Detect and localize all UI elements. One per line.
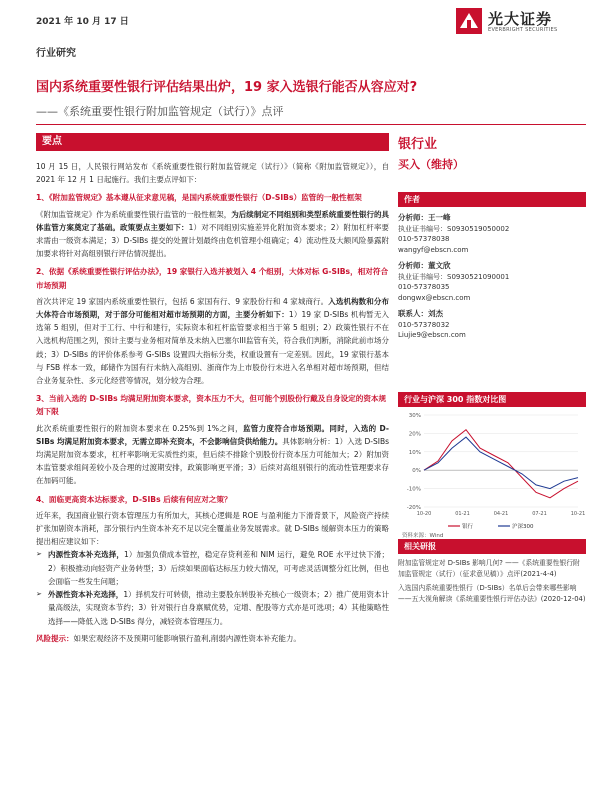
paragraph-1-bold: 为后续制定不同组别和类型系统重要性银行的具体监管方案奠定了基础。政策要点主要如下： xyxy=(36,209,389,232)
analyst-cert: 执业证书编号：S0930521090001 xyxy=(398,272,510,281)
intro-paragraph: 10 月 15 日，人民银行网站发布《系统重要性银行附加监管规定（试行）》（简称《附加监管规定》），自 2021 年 12 月 1 日起施行。我们主要点评如下： xyxy=(36,162,389,185)
legend-label-bank: 银行 xyxy=(462,524,474,530)
report-date: 2021 年 10 月 17 日 xyxy=(36,17,129,27)
author-header: 作者 xyxy=(398,192,586,207)
paragraph-4: 近年来，我国商业银行资本管理压力有所加大，其核心逻辑是 ROE 与盈利能力下滑背景下，风险资产持续扩张加剧资本消耗，部分银行内生资本补充不足以完全覆盖业务发展需求。就 D-SIBs 缓解资本压力的策略提出相应建议如下： xyxy=(36,510,389,547)
contact-card xyxy=(398,309,586,341)
contact-email[interactable]: Liujie9@ebscn.com xyxy=(398,331,466,339)
section-tag: 行业研究 xyxy=(36,48,76,59)
logo-subtitle: EVERBRIGHT SECURITIES xyxy=(488,27,558,33)
risk-text: 如果宏观经济不及预期可能影响银行盈利,削弱内源性资本补充能力。 xyxy=(73,633,301,643)
analyst-card xyxy=(398,261,586,303)
y-tick-label: -20% xyxy=(406,505,421,511)
paragraph-2-lead: 首次共评定 19 家国内系统重要性银行，包括 6 家国有行、9 家股份行和 4 家城商行。 xyxy=(36,296,329,306)
analyst-email[interactable]: dongwx@ebscn.com xyxy=(398,293,471,302)
author-box xyxy=(398,192,586,341)
bullet-2-text: 1）择机发行可转债，推动主要股东转股补充核心一级资本；2）推广使用资本计量高级法，实现资本节约；3）针对银行自身禀赋优势，定增、配股等方式亦是可选项；4）其他策略性选择——降低入选 D-SIBs 得分，减轻资本管理压力。 xyxy=(48,590,390,626)
industry-name: 银行业 xyxy=(398,137,438,152)
related-report-item[interactable]: 附加监管规定对 D-SIBs 影响几何? ——《系统重要性银行附加监管规定（试行）（征求意见稿）》点评(2021-4-4) xyxy=(398,559,580,578)
section-heading-1: 1、《附加监管规定》基本遵从征求意见稿，是国内系统重要性银行（D-SIBs）监管的一般性框架 xyxy=(36,193,362,203)
everbright-logo-icon xyxy=(456,8,482,34)
analyst-phone: 010-57378038 xyxy=(398,235,450,243)
bullet-internal-capital xyxy=(36,548,389,588)
bullet-external-capital xyxy=(36,588,389,628)
analyst-name: 分析师：董文欣 xyxy=(398,261,451,270)
related-report-item[interactable]: 入选国内系统重要性银行（D-SIBs）名单后会带来哪些影响——五大视角解读《系统重要性银行评估办法》(2020-12-04) xyxy=(398,584,586,603)
y-tick-label: 0% xyxy=(412,468,421,475)
sidebar xyxy=(398,133,586,603)
analyst-email[interactable]: wangyf@ebscn.com xyxy=(398,245,469,254)
company-logo xyxy=(456,6,586,38)
y-tick-label: 20% xyxy=(408,431,421,438)
paragraph-3 xyxy=(36,422,389,488)
analyst-cert: 执业证书编号：S0930519050002 xyxy=(398,224,510,233)
section-heading-2: 2、依据《系统重要性银行评估办法》，19 家银行入选并被划入 4 个组别，大体对标 G-SIBs，相对符合市场预期 xyxy=(36,267,389,290)
paragraph-1 xyxy=(36,208,389,261)
logo-name: 光大证券 xyxy=(488,10,553,28)
analyst-name: 分析师：王一峰 xyxy=(398,213,451,222)
analyst-phone: 010-57378035 xyxy=(398,283,450,291)
title-divider xyxy=(36,124,586,125)
risk-label: 风险提示： xyxy=(36,633,74,643)
bullet-1-label: 内源性资本补充选择， xyxy=(48,550,124,560)
section-heading-3: 3、当前入选的 D-SIBs 均满足附加资本要求，资本压力不大，但可能个别股份行戴及自身设定的资本规划下限 xyxy=(36,394,387,417)
y-tick-label: 10% xyxy=(408,449,421,456)
section-heading-4: 4、面临更高资本达标要求，D-SIBs 后续有何应对之策？ xyxy=(36,494,232,504)
analyst-card xyxy=(398,213,586,255)
x-tick-label: 04-21 xyxy=(493,511,509,517)
paragraph-2-rest: 1）19 家 D-SIBs 机构暂无入选第 5 组别，但对于工行、中行和建行，实际资本和杠杆监管要求相当于第 5 组别；2）政策性银行不在入选机构范围之列，预计主要与业务相对简单及未纳入巴塞尔III监管有关，符合我们判断，消除此前市场分歧；3）D-SIBs 的评价体系参考 G-SIBs 设置四大指标分类，权重设置有一定差别。因此，19 家银行基本与 FSB 样本一致，邮储作为国有行未纳入高组别、浙商作为上市股份行未进入名单相对超市场预期，但结合业务复杂性、多元化经营等情况，划分较为合理。 xyxy=(36,310,389,386)
paragraph-3-bold: 监管力度符合市场预期。同时，入选的 D-SIBs 均满足附加资本要求，无需立即补充资本，不会影响信贷供给能力。 xyxy=(36,423,389,446)
paragraph-1-lead: 《附加监管规定》作为系统重要性银行监管的一般性框架， xyxy=(36,209,232,219)
series-line-csi300 xyxy=(424,437,578,489)
y-tick-label: -10% xyxy=(406,486,421,493)
keypoints-header: 要点 xyxy=(36,133,389,151)
bullet-2-label: 外源性资本补充选择， xyxy=(48,590,124,600)
x-tick-label: 01-21 xyxy=(455,511,470,517)
risk-warning xyxy=(36,632,389,645)
contact-phone: 010-57378032 xyxy=(398,320,450,329)
paragraph-3-rest: 具体影响分析：1）入选 D-SIBs 均满足附加资本要求，杠杆率影响无实质性约束，但后续不排除个别股份行资本压力可能加大；2）附加资本监管要求组间差较小及合理的过渡期安排，政策影响更平滑；3）后续对高组别银行的流动性管理要求存在加码可能。 xyxy=(36,436,389,486)
paragraph-3-lead: 此次系统重要性银行的附加资本要求在 0.25%到 1%之间， xyxy=(36,423,243,433)
paragraph-2-bold: 入选机构数和分布大体符合市场预期，对于部分可能相对超市场预期的方面，主要分析如下： xyxy=(36,296,390,320)
index-comparison-chart xyxy=(398,392,586,539)
chart-svg xyxy=(398,407,586,539)
chart-area xyxy=(398,407,586,539)
x-tick-label: 10-21 xyxy=(570,511,586,517)
page-subtitle: ——《系统重要性银行附加监管规定（试行）》点评 xyxy=(36,105,284,118)
y-tick-label: 30% xyxy=(408,413,421,419)
bullet-1-text: 1）加强负债成本管控，稳定存贷利差和 NIM 运行，避免 ROE 水平过快下滑；2）积极推动向轻资产业务转型；3）后续如果面临达标压力较大情况，可考虑灵活调整分红比例，但也会面临一些发生问题； xyxy=(48,550,390,586)
rating-label: 买入（维持） xyxy=(398,158,464,171)
legend-label-csi300: 沪深300 xyxy=(512,524,534,530)
chart-header: 行业与沪深 300 指数对比图 xyxy=(398,392,586,407)
paragraph-2 xyxy=(36,295,389,387)
main-content xyxy=(36,133,389,645)
series-line-bank xyxy=(424,430,578,498)
chart-source: 资料来源：Wind xyxy=(402,533,444,539)
x-tick-label: 07-21 xyxy=(532,511,547,517)
x-tick-label: 10-20 xyxy=(416,511,432,517)
related-reports xyxy=(398,539,586,604)
paragraph-1-rest: 1）对不同组别实施差异化附加资本要求；2）附加杠杆率要求需由一级资本满足；3）D-SIBs 提交的处置计划最终由危机管理小组确定；4）流动性及大额风险暴露附加要求将针对高组别银行评估情况提出。 xyxy=(36,222,390,259)
contact-name: 联系人：刘杰 xyxy=(398,309,443,318)
page-title: 国内系统重要性银行评估结果出炉，19 家入选银行能否从容应对? xyxy=(36,80,418,95)
related-header: 相关研报 xyxy=(398,539,586,554)
